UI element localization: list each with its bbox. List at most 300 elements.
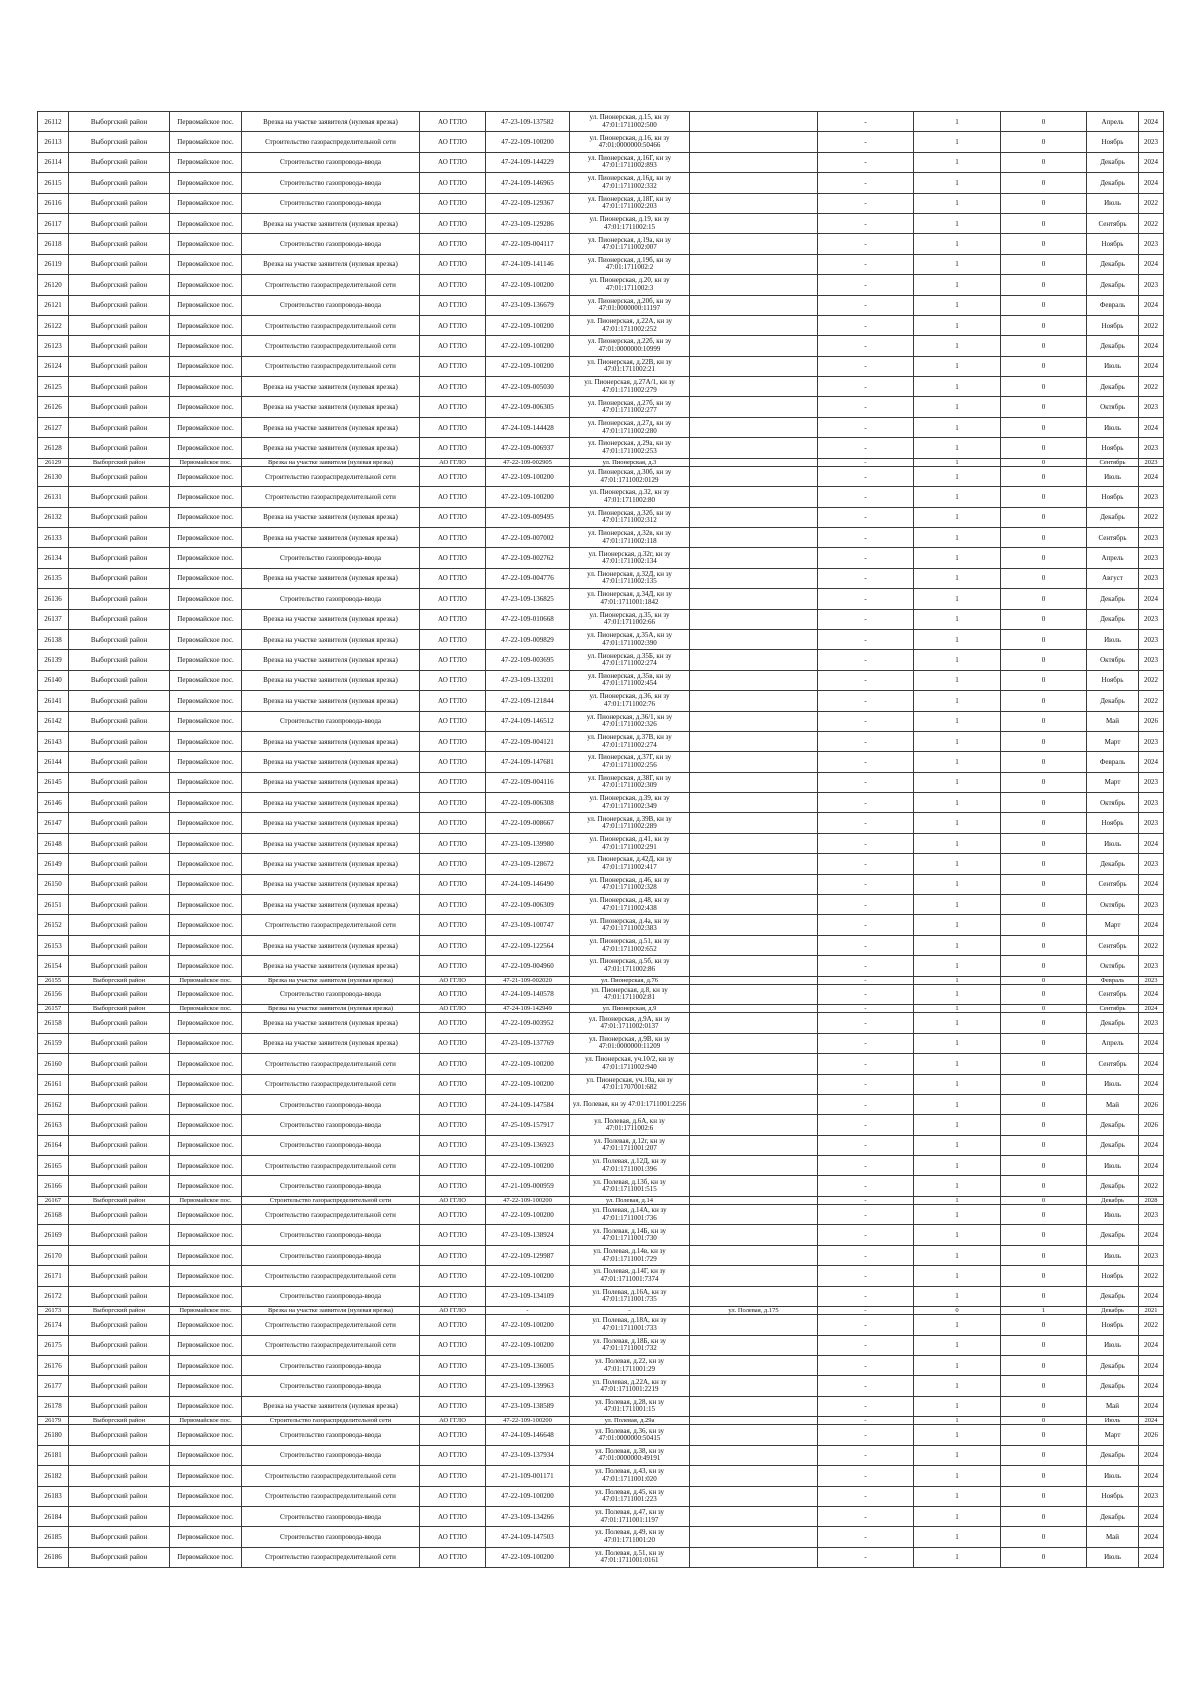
row-number: 26142	[38, 711, 69, 731]
work-type-cell: Врезка на участке заявителя (нулевая врезка)	[242, 813, 420, 833]
month-cell: Май	[1087, 1396, 1139, 1416]
address-cell: ул. Полевая, д.14Г, кн зу 47:01:1711001:7374	[570, 1266, 690, 1286]
year-cell: 2022	[1139, 315, 1164, 335]
row-number: 26183	[38, 1486, 69, 1506]
application-code-cell: 47-22-109-122564	[486, 935, 570, 955]
dash-cell: -	[818, 1033, 914, 1053]
application-code-cell: 47-22-109-100200	[486, 1205, 570, 1225]
month-cell: Декабрь	[1087, 1013, 1139, 1033]
year-cell: 2023	[1139, 275, 1164, 295]
row-number: 26137	[38, 609, 69, 629]
secondary-count-cell: 0	[1001, 670, 1087, 690]
work-type-cell: Врезка на участке заявителя (нулевая врезка)	[242, 213, 420, 233]
address-cell: ул. Пионерская, д.41, кн зу 47:01:1711002:291	[570, 833, 690, 853]
extra-address-cell	[690, 275, 818, 295]
month-cell: Декабрь	[1087, 507, 1139, 527]
district-cell: Выборгский район	[69, 507, 170, 527]
organization-cell: АО ГГЛО	[420, 1013, 486, 1033]
dash-cell: -	[818, 589, 914, 609]
dash-cell: -	[818, 132, 914, 152]
row-number: 26165	[38, 1156, 69, 1176]
organization-cell: АО ГГЛО	[420, 1135, 486, 1155]
count-cell: 1	[914, 1417, 1001, 1425]
secondary-count-cell: 0	[1001, 691, 1087, 711]
extra-address-cell	[690, 234, 818, 254]
count-cell: 1	[914, 1396, 1001, 1416]
district-cell: Выборгский район	[69, 173, 170, 193]
work-type-cell: Врезка на участке заявителя (нулевая врезка)	[242, 772, 420, 792]
organization-cell: АО ГГЛО	[420, 377, 486, 397]
month-cell: Апрель	[1087, 548, 1139, 568]
count-cell: 1	[914, 377, 1001, 397]
settlement-cell: Первомайское пос.	[170, 813, 242, 833]
month-cell: Декабрь	[1087, 1286, 1139, 1306]
application-code-cell: 47-23-109-136679	[486, 295, 570, 315]
address-cell: ул. Пионерская, д.19, кн зу 47:01:1711002:15	[570, 213, 690, 233]
dash-cell: -	[818, 356, 914, 376]
district-cell: Выборгский район	[69, 1005, 170, 1013]
count-cell: 1	[914, 1376, 1001, 1396]
application-code-cell: 47-24-109-140578	[486, 984, 570, 1004]
count-cell: 1	[914, 691, 1001, 711]
district-cell: Выборгский район	[69, 528, 170, 548]
organization-cell: АО ГГЛО	[420, 275, 486, 295]
table-row	[38, 417, 1164, 437]
month-cell: Декабрь	[1087, 336, 1139, 356]
year-cell: 2023	[1139, 609, 1164, 629]
district-cell: Выборгский район	[69, 772, 170, 792]
extra-address-cell	[690, 589, 818, 609]
application-code-cell: 47-22-109-004776	[486, 568, 570, 588]
work-type-cell: Врезка на участке заявителя (нулевая врезка)	[242, 956, 420, 976]
application-code-cell: 47-22-109-003952	[486, 1013, 570, 1033]
district-cell: Выборгский район	[69, 1074, 170, 1094]
work-type-cell: Строительство газопровода-ввода	[242, 1115, 420, 1135]
district-cell: Выборгский район	[69, 711, 170, 731]
work-type-cell: Строительство газораспределительной сети	[242, 1466, 420, 1486]
row-number: 26171	[38, 1266, 69, 1286]
table-row	[38, 976, 1164, 984]
address-cell: ул. Пионерская, д.76	[570, 976, 690, 984]
table-row	[38, 1176, 1164, 1196]
year-cell: 2022	[1139, 670, 1164, 690]
work-type-cell: Врезка на участке заявителя (нулевая врезка)	[242, 568, 420, 588]
row-number: 26162	[38, 1094, 69, 1114]
organization-cell: АО ГГЛО	[420, 528, 486, 548]
organization-cell: АО ГГЛО	[420, 173, 486, 193]
year-cell: 2021	[1139, 1307, 1164, 1315]
table-row	[38, 234, 1164, 254]
district-cell: Выборгский район	[69, 1135, 170, 1155]
organization-cell: АО ГГЛО	[420, 254, 486, 274]
month-cell: Май	[1087, 1527, 1139, 1547]
table-row	[38, 528, 1164, 548]
count-cell: 1	[914, 609, 1001, 629]
dash-cell: -	[818, 173, 914, 193]
count-cell: 1	[914, 356, 1001, 376]
table-row	[38, 1156, 1164, 1176]
address-cell: ул. Пионерская, д.37Г, кн зу 47:01:1711002:256	[570, 752, 690, 772]
row-number: 26138	[38, 629, 69, 649]
year-cell: 2024	[1139, 254, 1164, 274]
address-cell: ул. Полевая, д.36, кн зу 47:01:0000000:50415	[570, 1425, 690, 1445]
district-cell: Выборгский район	[69, 1225, 170, 1245]
work-type-cell: Врезка на участке заявителя (нулевая врезка)	[242, 528, 420, 548]
organization-cell: АО ГГЛО	[420, 984, 486, 1004]
dash-cell: -	[818, 711, 914, 731]
table-row	[38, 833, 1164, 853]
row-number: 26166	[38, 1176, 69, 1196]
application-code-cell: 47-23-109-134266	[486, 1506, 570, 1526]
row-number: 26127	[38, 417, 69, 437]
extra-address-cell	[690, 609, 818, 629]
district-cell: Выборгский район	[69, 984, 170, 1004]
secondary-count-cell: 0	[1001, 984, 1087, 1004]
district-cell: Выборгский район	[69, 1307, 170, 1315]
organization-cell: АО ГГЛО	[420, 874, 486, 894]
secondary-count-cell: 0	[1001, 548, 1087, 568]
count-cell: 1	[914, 507, 1001, 527]
dash-cell: -	[818, 629, 914, 649]
count-cell: 0	[914, 1307, 1001, 1315]
secondary-count-cell: 0	[1001, 1396, 1087, 1416]
secondary-count-cell: 0	[1001, 1355, 1087, 1375]
month-cell: Сентябрь	[1087, 984, 1139, 1004]
work-type-cell: Строительство газораспределительной сети	[242, 1156, 420, 1176]
settlement-cell: Первомайское пос.	[170, 1205, 242, 1225]
settlement-cell: Первомайское пос.	[170, 1176, 242, 1196]
settlement-cell: Первомайское пос.	[170, 1225, 242, 1245]
extra-address-cell	[690, 152, 818, 172]
row-number: 26124	[38, 356, 69, 376]
dash-cell: -	[818, 528, 914, 548]
secondary-count-cell: 0	[1001, 976, 1087, 984]
dash-cell: -	[818, 568, 914, 588]
secondary-count-cell: 0	[1001, 152, 1087, 172]
application-code-cell: 47-24-109-146512	[486, 711, 570, 731]
organization-cell: АО ГГЛО	[420, 1445, 486, 1465]
year-cell: 2024	[1139, 915, 1164, 935]
address-cell: ул. Полевая, д.18Б, кн зу 47:01:1711001:732	[570, 1335, 690, 1355]
year-cell: 2023	[1139, 397, 1164, 417]
table-row	[38, 1266, 1164, 1286]
address-cell: -	[570, 1307, 690, 1315]
table-row	[38, 1135, 1164, 1155]
table-row	[38, 935, 1164, 955]
address-cell: ул. Пионерская, д.37В, кн зу 47:01:1711002:274	[570, 731, 690, 751]
table-row	[38, 1115, 1164, 1135]
extra-address-cell	[690, 984, 818, 1004]
address-cell: ул. Полевая, д.6А, кн зу 47:01:1711002:6	[570, 1115, 690, 1135]
secondary-count-cell: 0	[1001, 1176, 1087, 1196]
organization-cell: АО ГГЛО	[420, 1156, 486, 1176]
row-number: 26148	[38, 833, 69, 853]
settlement-cell: Первомайское пос.	[170, 1417, 242, 1425]
count-cell: 1	[914, 1445, 1001, 1465]
secondary-count-cell: 0	[1001, 1486, 1087, 1506]
row-number: 26160	[38, 1054, 69, 1074]
extra-address-cell	[690, 874, 818, 894]
month-cell: Декабрь	[1087, 854, 1139, 874]
extra-address-cell	[690, 132, 818, 152]
application-code-cell: 47-21-109-000959	[486, 1176, 570, 1196]
year-cell: 2022	[1139, 691, 1164, 711]
work-type-cell: Строительство газораспределительной сети	[242, 915, 420, 935]
address-cell: ул. Пионерская, д.27д, кн зу 47:01:1711002:280	[570, 417, 690, 437]
year-cell: 2023	[1139, 568, 1164, 588]
dash-cell: -	[818, 650, 914, 670]
dash-cell: -	[818, 458, 914, 466]
extra-address-cell	[690, 752, 818, 772]
year-cell: 2023	[1139, 132, 1164, 152]
settlement-cell: Первомайское пос.	[170, 1445, 242, 1465]
row-number: 26157	[38, 1005, 69, 1013]
month-cell: Ноябрь	[1087, 670, 1139, 690]
district-cell: Выборгский район	[69, 1156, 170, 1176]
table-row	[38, 772, 1164, 792]
secondary-count-cell: 0	[1001, 1115, 1087, 1135]
count-cell: 1	[914, 854, 1001, 874]
application-code-cell: 47-22-109-129367	[486, 193, 570, 213]
year-cell: 2023	[1139, 854, 1164, 874]
year-cell: 2024	[1139, 1005, 1164, 1013]
district-cell: Выборгский район	[69, 377, 170, 397]
dash-cell: -	[818, 1266, 914, 1286]
table-row	[38, 275, 1164, 295]
month-cell: Декабрь	[1087, 1506, 1139, 1526]
row-number: 26172	[38, 1286, 69, 1306]
dash-cell: -	[818, 1506, 914, 1526]
row-number: 26181	[38, 1445, 69, 1465]
settlement-cell: Первомайское пос.	[170, 731, 242, 751]
dash-cell: -	[818, 1315, 914, 1335]
work-type-cell: Строительство газораспределительной сети	[242, 1315, 420, 1335]
work-type-cell: Строительство газопровода-ввода	[242, 152, 420, 172]
settlement-cell: Первомайское пос.	[170, 1335, 242, 1355]
work-type-cell: Врезка на участке заявителя (нулевая врезка)	[242, 397, 420, 417]
organization-cell: АО ГГЛО	[420, 1425, 486, 1445]
dash-cell: -	[818, 315, 914, 335]
secondary-count-cell: 0	[1001, 487, 1087, 507]
district-cell: Выборгский район	[69, 650, 170, 670]
count-cell: 1	[914, 793, 1001, 813]
month-cell: Июль	[1087, 1547, 1139, 1567]
work-type-cell: Строительство газораспределительной сети	[242, 1335, 420, 1355]
year-cell: 2023	[1139, 1013, 1164, 1033]
extra-address-cell	[690, 895, 818, 915]
secondary-count-cell: 0	[1001, 1135, 1087, 1155]
settlement-cell: Первомайское пос.	[170, 254, 242, 274]
secondary-count-cell: 0	[1001, 772, 1087, 792]
extra-address-cell: ул. Полевая, д.175	[690, 1307, 818, 1315]
settlement-cell: Первомайское пос.	[170, 1196, 242, 1204]
district-cell: Выборгский район	[69, 1445, 170, 1465]
application-code-cell: 47-22-109-002905	[486, 458, 570, 466]
table-row	[38, 854, 1164, 874]
extra-address-cell	[690, 915, 818, 935]
organization-cell: АО ГГЛО	[420, 813, 486, 833]
dash-cell: -	[818, 793, 914, 813]
table-row	[38, 670, 1164, 690]
extra-address-cell	[690, 315, 818, 335]
application-code-cell: 47-25-109-157917	[486, 1115, 570, 1135]
settlement-cell: Первомайское пос.	[170, 1013, 242, 1033]
extra-address-cell	[690, 935, 818, 955]
month-cell: Март	[1087, 915, 1139, 935]
dash-cell: -	[818, 1013, 914, 1033]
secondary-count-cell: 0	[1001, 356, 1087, 376]
row-number: 26175	[38, 1335, 69, 1355]
extra-address-cell	[690, 1466, 818, 1486]
address-cell: ул. Пионерская, д.16, кн зу 47:01:0000000:50466	[570, 132, 690, 152]
table-row	[38, 295, 1164, 315]
secondary-count-cell: 0	[1001, 609, 1087, 629]
count-cell: 1	[914, 589, 1001, 609]
secondary-count-cell: 0	[1001, 895, 1087, 915]
work-type-cell: Врезка на участке заявителя (нулевая врезка)	[242, 854, 420, 874]
count-cell: 1	[914, 295, 1001, 315]
settlement-cell: Первомайское пос.	[170, 976, 242, 984]
secondary-count-cell: 0	[1001, 1054, 1087, 1074]
dash-cell: -	[818, 752, 914, 772]
row-number: 26177	[38, 1376, 69, 1396]
secondary-count-cell: 0	[1001, 1225, 1087, 1245]
organization-cell: АО ГГЛО	[420, 1266, 486, 1286]
count-cell: 1	[914, 1115, 1001, 1135]
work-type-cell: Строительство газораспределительной сети	[242, 1417, 420, 1425]
month-cell: Сентябрь	[1087, 1005, 1139, 1013]
application-code-cell: 47-22-109-005030	[486, 377, 570, 397]
month-cell: Ноябрь	[1087, 132, 1139, 152]
extra-address-cell	[690, 1376, 818, 1396]
year-cell: 2024	[1139, 1335, 1164, 1355]
extra-address-cell	[690, 772, 818, 792]
dash-cell: -	[818, 609, 914, 629]
district-cell: Выборгский район	[69, 1054, 170, 1074]
secondary-count-cell: 0	[1001, 336, 1087, 356]
district-cell: Выборгский район	[69, 152, 170, 172]
table-row	[38, 152, 1164, 172]
address-cell: ул. Пионерская, д.51, кн зу 47:01:1711002:652	[570, 935, 690, 955]
extra-address-cell	[690, 295, 818, 315]
year-cell: 2024	[1139, 1286, 1164, 1306]
year-cell: 2024	[1139, 1527, 1164, 1547]
month-cell: Ноябрь	[1087, 1315, 1139, 1335]
table-row	[38, 1466, 1164, 1486]
district-cell: Выборгский район	[69, 1376, 170, 1396]
work-type-cell: Врезка на участке заявителя (нулевая врезка)	[242, 629, 420, 649]
table-row	[38, 487, 1164, 507]
count-cell: 1	[914, 1315, 1001, 1335]
settlement-cell: Первомайское пос.	[170, 193, 242, 213]
application-code-cell: 47-22-109-006308	[486, 793, 570, 813]
district-cell: Выборгский район	[69, 315, 170, 335]
district-cell: Выборгский район	[69, 1245, 170, 1265]
row-number: 26126	[38, 397, 69, 417]
month-cell: Декабрь	[1087, 1445, 1139, 1465]
application-code-cell: 47-22-109-100200	[486, 1074, 570, 1094]
work-type-cell: Строительство газопровода-ввода	[242, 1094, 420, 1114]
month-cell: Июль	[1087, 193, 1139, 213]
organization-cell: АО ГГЛО	[420, 793, 486, 813]
dash-cell: -	[818, 507, 914, 527]
secondary-count-cell: 0	[1001, 1245, 1087, 1265]
count-cell: 1	[914, 336, 1001, 356]
extra-address-cell	[690, 1335, 818, 1355]
organization-cell: АО ГГЛО	[420, 336, 486, 356]
count-cell: 1	[914, 1054, 1001, 1074]
organization-cell: АО ГГЛО	[420, 548, 486, 568]
work-type-cell: Строительство газораспределительной сети	[242, 1054, 420, 1074]
application-code-cell: 47-22-109-100200	[486, 1156, 570, 1176]
district-cell: Выборгский район	[69, 1466, 170, 1486]
address-cell: ул. Пионерская, д.32б, кн зу 47:01:1711002:312	[570, 507, 690, 527]
application-code-cell: 47-22-109-100200	[486, 1335, 570, 1355]
extra-address-cell	[690, 1205, 818, 1225]
secondary-count-cell: 0	[1001, 213, 1087, 233]
address-cell: ул. Полевая, д.49, кн зу 47:01:1711001:20	[570, 1527, 690, 1547]
month-cell: Декабрь	[1087, 152, 1139, 172]
address-cell: ул. Пионерская, д.20б, кн зу 47:01:0000000:11197	[570, 295, 690, 315]
organization-cell: АО ГГЛО	[420, 487, 486, 507]
year-cell: 2024	[1139, 874, 1164, 894]
organization-cell: АО ГГЛО	[420, 711, 486, 731]
application-code-cell: 47-22-109-100200	[486, 336, 570, 356]
count-cell: 1	[914, 650, 1001, 670]
address-cell: ул. Пионерская, д.35в, кн зу 47:01:1711002:454	[570, 670, 690, 690]
secondary-count-cell: 0	[1001, 1425, 1087, 1445]
application-code-cell: 47-24-109-146965	[486, 173, 570, 193]
row-number: 26133	[38, 528, 69, 548]
extra-address-cell	[690, 854, 818, 874]
month-cell: Февраль	[1087, 976, 1139, 984]
dash-cell: -	[818, 1425, 914, 1445]
month-cell: Декабрь	[1087, 275, 1139, 295]
month-cell: Декабрь	[1087, 173, 1139, 193]
organization-cell: АО ГГЛО	[420, 213, 486, 233]
organization-cell: АО ГГЛО	[420, 1527, 486, 1547]
row-number: 26112	[38, 112, 69, 132]
work-type-cell: Строительство газопровода-ввода	[242, 711, 420, 731]
organization-cell: АО ГГЛО	[420, 935, 486, 955]
settlement-cell: Первомайское пос.	[170, 458, 242, 466]
row-number: 26135	[38, 568, 69, 588]
month-cell: Декабрь	[1087, 609, 1139, 629]
district-cell: Выборгский район	[69, 1033, 170, 1053]
settlement-cell: Первомайское пос.	[170, 1074, 242, 1094]
table-row	[38, 1196, 1164, 1204]
row-number: 26139	[38, 650, 69, 670]
month-cell: Июль	[1087, 1074, 1139, 1094]
application-code-cell: 47-22-109-009829	[486, 629, 570, 649]
address-cell: ул. Пионерская, д.32, кн зу 47:01:1711002:80	[570, 487, 690, 507]
application-code-cell: 47-22-109-010668	[486, 609, 570, 629]
district-cell: Выборгский район	[69, 568, 170, 588]
secondary-count-cell: 0	[1001, 1033, 1087, 1053]
extra-address-cell	[690, 507, 818, 527]
application-code-cell: 47-22-109-100200	[486, 487, 570, 507]
district-cell: Выборгский район	[69, 1115, 170, 1135]
table-row	[38, 356, 1164, 376]
year-cell: 2026	[1139, 1115, 1164, 1135]
year-cell: 2022	[1139, 377, 1164, 397]
month-cell: Июль	[1087, 1156, 1139, 1176]
year-cell: 2026	[1139, 1094, 1164, 1114]
month-cell: Октябрь	[1087, 895, 1139, 915]
settlement-cell: Первомайское пос.	[170, 874, 242, 894]
count-cell: 1	[914, 1355, 1001, 1375]
dash-cell: -	[818, 1156, 914, 1176]
